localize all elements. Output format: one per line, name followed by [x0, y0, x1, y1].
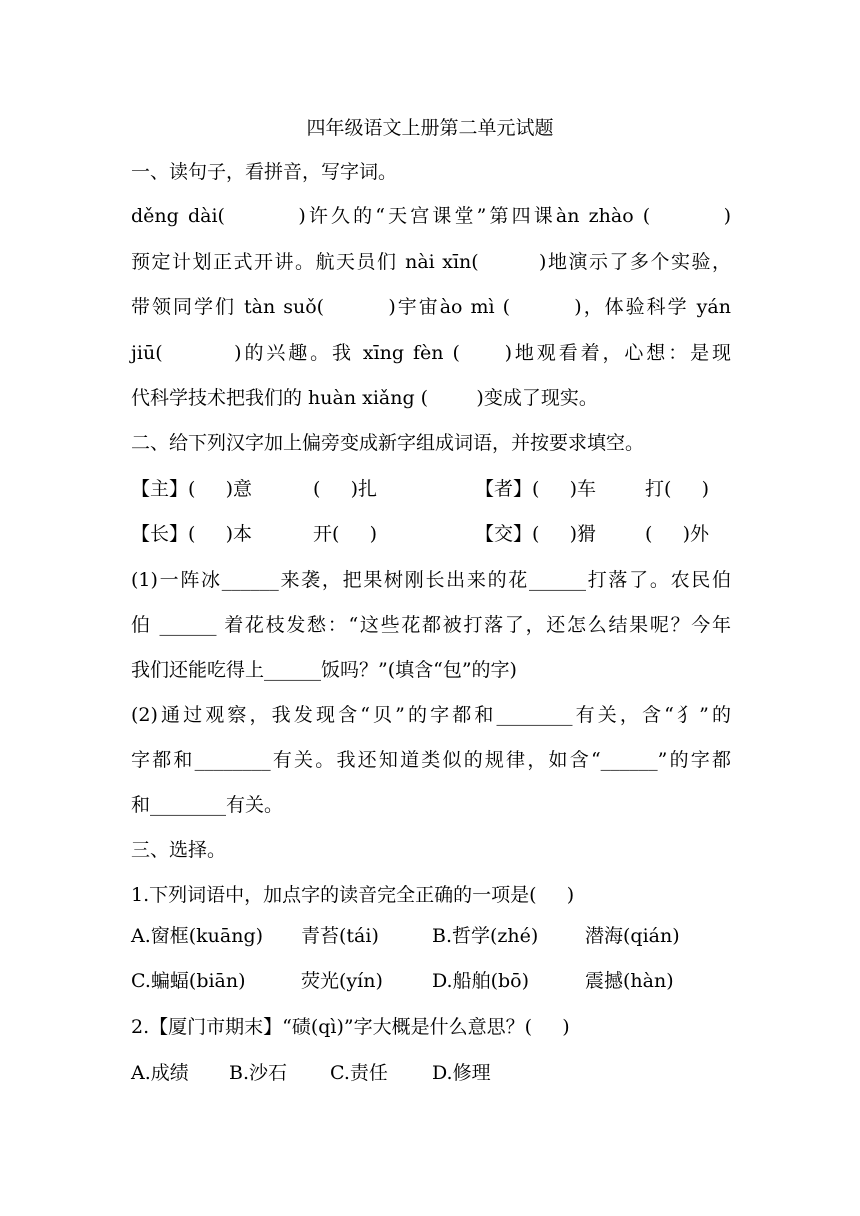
- option-item: 震撼(hàn): [585, 970, 674, 992]
- radical-item: 【者】( )车: [475, 478, 597, 500]
- radical-item: 【交】( )猾: [475, 523, 597, 545]
- option-item: C.蝙蝠(biān): [131, 970, 246, 992]
- section-3-heading: 三、选择。: [131, 839, 227, 861]
- section-2-heading: 二、给下列汉字加上偏旁变成新字组成词语，并按要求填空。: [131, 432, 645, 454]
- question-3-1-options-row-1: [131, 922, 731, 950]
- question-3-2-stem: 2.【厦门市期末】“碛(qì)”字大概是什么意思？( ): [131, 1016, 570, 1038]
- option-item: D.修理: [432, 1062, 491, 1084]
- radical-row-2: [131, 520, 731, 548]
- section-1-line-5: 代科学技术把我们的 huàn xiǎng ( )变成了现实。: [131, 387, 598, 409]
- radical-item: ( )外: [645, 523, 710, 545]
- radical-item: 【长】( )本: [131, 523, 253, 545]
- question-3-1-options-row-2: [131, 967, 731, 995]
- section-1-heading: 一、读句子，看拼音，写字词。: [131, 161, 398, 183]
- option-item: 青苔(tái): [301, 925, 379, 947]
- option-item: 荧光(yín): [301, 970, 383, 992]
- question-2-1-line-3: 我们还能吃得上______饭吗？”(填含“包”的字): [131, 659, 517, 681]
- option-item: 潜海(qián): [585, 925, 680, 947]
- option-item: B.沙石: [229, 1062, 288, 1084]
- option-item: A.窗框(kuāng): [131, 925, 264, 947]
- option-item: D.船舶(bō): [432, 970, 530, 992]
- radical-item: ( )扎: [313, 478, 378, 500]
- question-2-1-line-2: 伯 ______ 着花枝发愁：“这些花都被打落了，还怎么结果呢？今年: [131, 614, 731, 636]
- section-1-line-1: děng dài( )许久的“天宫课堂”第四课àn zhào ( ): [131, 205, 731, 227]
- radical-row-1: [131, 475, 731, 503]
- radical-item: 打( ): [645, 478, 710, 500]
- section-1-line-3: 带领同学们 tàn suǒ( )宇宙ào mì ( )，体验科学 yán: [131, 296, 731, 318]
- question-3-2-options: [131, 1059, 731, 1087]
- question-2-2-line-3: 和________有关。: [131, 794, 284, 816]
- option-item: A.成绩: [131, 1062, 189, 1084]
- option-item: C.责任: [330, 1062, 388, 1084]
- radical-item: 开( ): [313, 523, 378, 545]
- question-2-1-line-1: (1)一阵冰______来袭，把果树刚长出来的花______打落了。农民伯: [131, 569, 731, 591]
- question-2-2-line-2: 字都和________有关。我还知道类似的规律，如含“______”的字都: [131, 749, 731, 771]
- exam-title: 四年级语文上册第二单元试题: [306, 117, 554, 139]
- option-item: B.哲学(zhé): [432, 925, 539, 947]
- section-1-line-4: jiū( )的兴趣。我 xīng fèn ( )地观看着，心想：是现: [131, 342, 731, 364]
- question-3-1-stem: 1.下列词语中，加点字的读音完全正确的一项是( ): [131, 884, 575, 906]
- radical-item: 【主】( )意: [131, 478, 253, 500]
- section-1-line-2: 预定计划正式开讲。航天员们 nài xīn( )地演示了多个实验，: [131, 251, 731, 273]
- question-2-2-line-1: (2)通过观察，我发现含“贝”的字都和________有关，含“犭”的: [131, 704, 731, 726]
